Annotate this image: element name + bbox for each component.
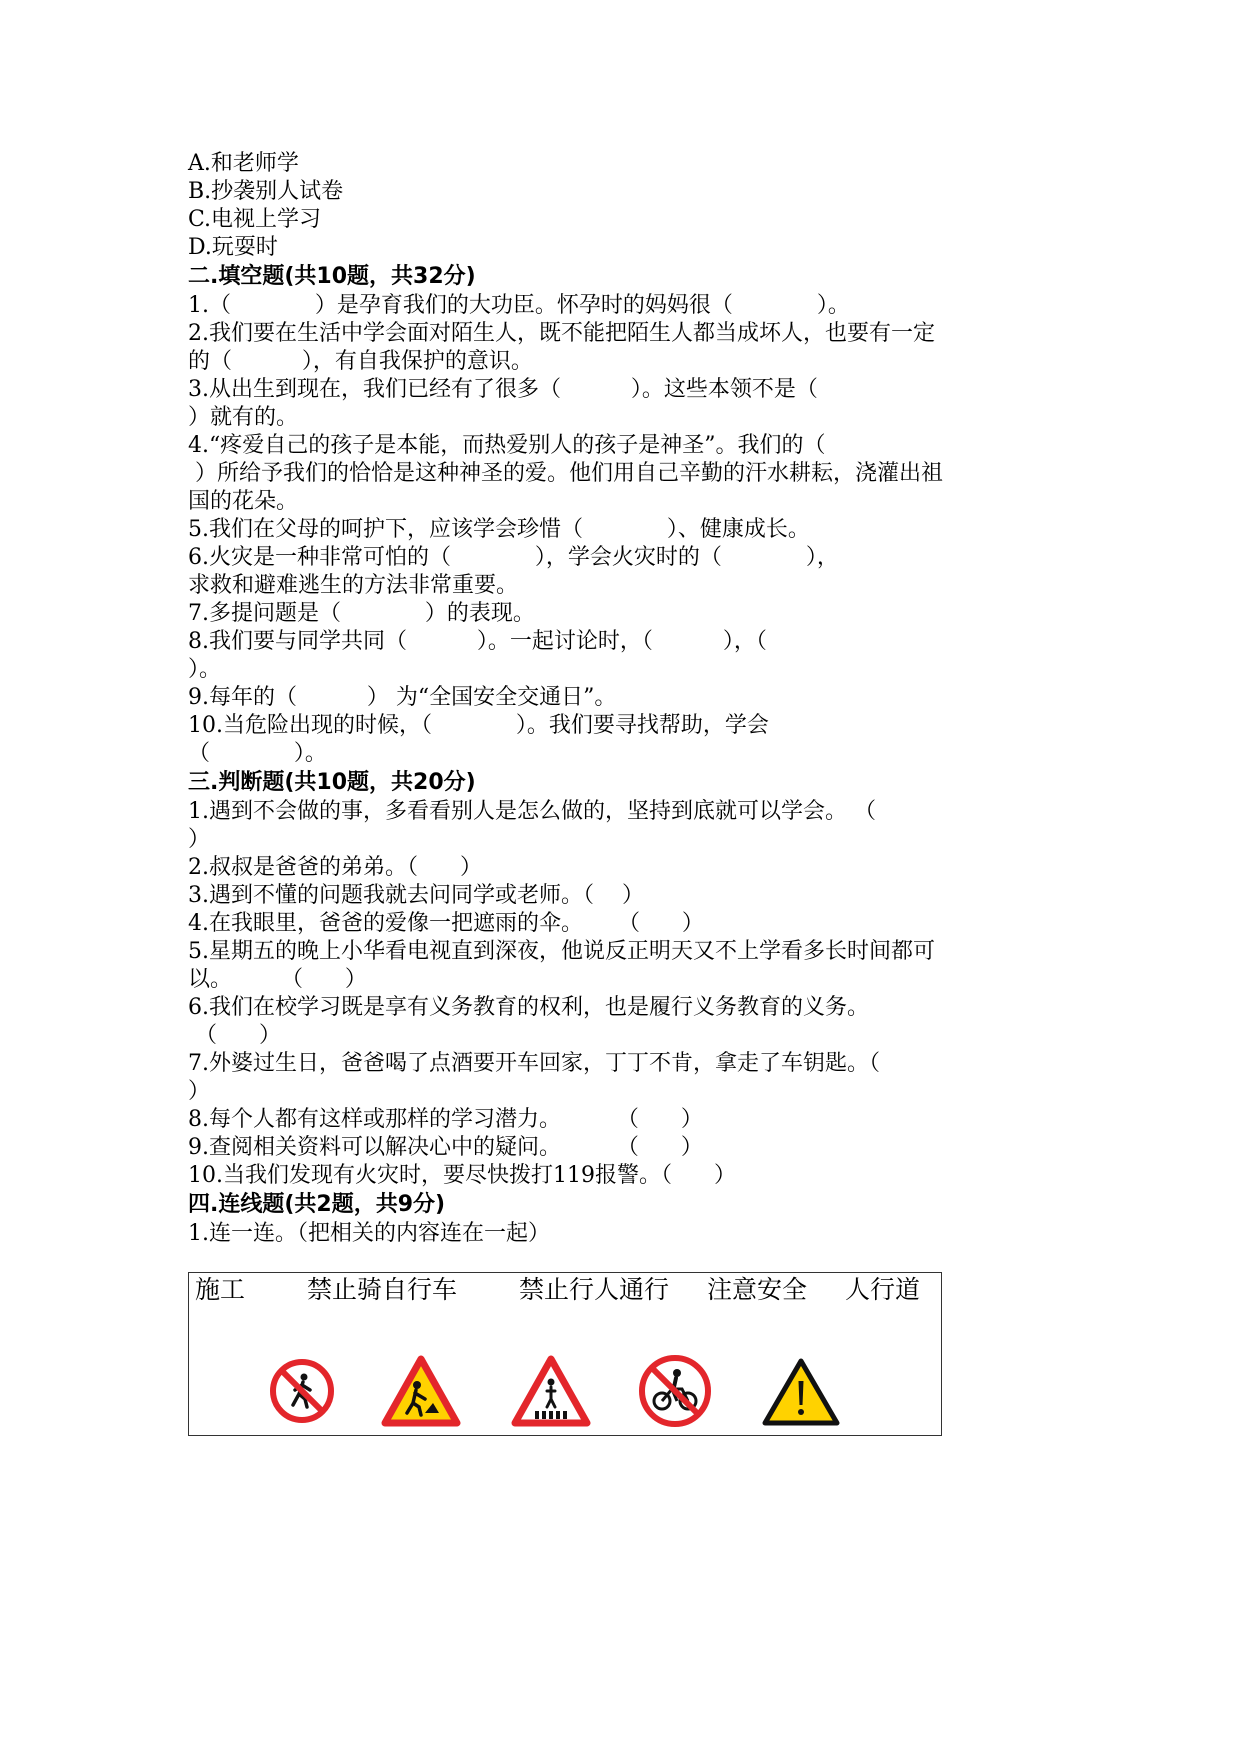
label-safety-caution[interactable]: 注意安全 (707, 1275, 808, 1304)
true-false-line: 6.我们在校学习既是享有义务教育的权利，也是履行义务教育的义务。 (188, 995, 869, 1020)
choice-option-d: D.玩耍时 (188, 235, 278, 260)
true-false-line: 2.叔叔是爸爸的弟弟。（ ） (188, 855, 482, 880)
choice-option-c: C.电视上学习 (188, 207, 322, 232)
fill-blank-line: 9.每年的（ ） 为“全国安全交通日”。 (188, 685, 617, 710)
fill-blank-line: 求救和避难逃生的方法非常重要。 (188, 573, 519, 598)
true-false-line: 3.遇到不懂的问题我就去问同学或老师。（ ） (188, 883, 644, 908)
true-false-line: （ ） (188, 1023, 281, 1048)
true-false-line: 9.查阅相关资料可以解决心中的疑问。 （ ） (188, 1135, 703, 1160)
true-false-line: ） (188, 827, 211, 852)
pedestrian-crossing-sign-icon[interactable] (511, 1355, 591, 1429)
no-pedestrian-sign-icon[interactable] (265, 1359, 339, 1423)
fill-blank-line: （ ）。 (188, 741, 327, 766)
fill-blank-line: 10.当危险出现的时候，（ ）。我们要寻找帮助，学会 (188, 713, 769, 738)
true-false-questions (188, 798, 1058, 1190)
true-false-line: 以。 （ ） (188, 967, 367, 992)
fill-blank-line: 5.我们在父母的呵护下，应该学会珍惜（ ）、健康成长。 (188, 517, 810, 542)
matching-instruction: 1.连一连。（把相关的内容连在一起） (188, 1221, 550, 1246)
label-no-pedestrian[interactable]: 禁止行人通行 (519, 1275, 670, 1304)
true-false-line: 7.外婆过生日，爸爸喝了点酒要开车回家，丁丁不肯，拿走了车钥匙。（ (188, 1051, 880, 1076)
choice-option-b: B.抄袭别人试卷 (188, 179, 344, 204)
fill-blank-line: ）。 (188, 657, 222, 682)
label-construction[interactable]: 施工 (195, 1275, 246, 1304)
fill-blank-line: ）就有的。 (188, 405, 299, 430)
no-bicycle-sign-icon[interactable] (635, 1353, 715, 1429)
matching-exercise-box (188, 1272, 942, 1436)
fill-blank-line: 4.“疼爱自己的孩子是本能，而热爱别人的孩子是神圣”。我们的（ (188, 433, 826, 458)
fill-blank-line: 的（ ），有自我保护的意识。 (188, 349, 533, 374)
label-crosswalk[interactable]: 人行道 (845, 1275, 921, 1304)
section-heading-true-false: 三.判断题(共10题，共20分) (188, 770, 476, 795)
true-false-line: 1.遇到不会做的事，多看看别人是怎么做的，坚持到底就可以学会。 （ (188, 799, 876, 824)
caution-exclamation-sign-icon[interactable] (761, 1357, 841, 1429)
section-heading-matching: 四.连线题(共2题，共9分) (188, 1192, 446, 1217)
true-false-line: 5.星期五的晚上小华看电视直到深夜，他说反正明天又不上学看多长时间都可 (188, 939, 935, 964)
label-no-bicycle[interactable]: 禁止骑自行车 (307, 1275, 458, 1304)
worksheet-page (188, 150, 1058, 1436)
choice-option-a: A.和老师学 (188, 151, 299, 176)
fill-blank-line: 1.（ ）是孕育我们的大功臣。怀孕时的妈妈很（ ）。 (188, 293, 850, 318)
fill-blank-line: 8.我们要与同学共同（ ）。一起讨论时，（ ），（ (188, 629, 767, 654)
true-false-line: 8.每个人都有这样或那样的学习潜力。 （ ） (188, 1107, 703, 1132)
fill-blank-questions (188, 292, 1058, 768)
fill-blank-line: ）所给予我们的恰恰是这种神圣的爱。他们用自己辛勤的汗水耕耘，浇灌出祖 (188, 461, 943, 486)
section-heading-fill-blank: 二.填空题(共10题，共32分) (188, 264, 476, 289)
fill-blank-line: 6.火灾是一种非常可怕的（ ），学会火灾时的（ ）， (188, 545, 839, 570)
road-works-sign-icon[interactable] (381, 1355, 461, 1429)
true-false-line: ） (188, 1079, 211, 1104)
fill-blank-line: 2.我们要在生活中学会面对陌生人，既不能把陌生人都当成坏人，也要有一定 (188, 321, 935, 346)
fill-blank-line: 国的花朵。 (188, 489, 299, 514)
fill-blank-line: 7.多提问题是（ ）的表现。 (188, 601, 535, 626)
true-false-line: 10.当我们发现有火灾时，要尽快拨打119报警。（ ） (188, 1163, 736, 1188)
true-false-line: 4.在我眼里，爸爸的爱像一把遮雨的伞。 （ ） (188, 911, 704, 936)
choice-list (188, 150, 1058, 262)
fill-blank-line: 3.从出生到现在，我们已经有了很多（ ）。这些本领不是（ (188, 377, 818, 402)
